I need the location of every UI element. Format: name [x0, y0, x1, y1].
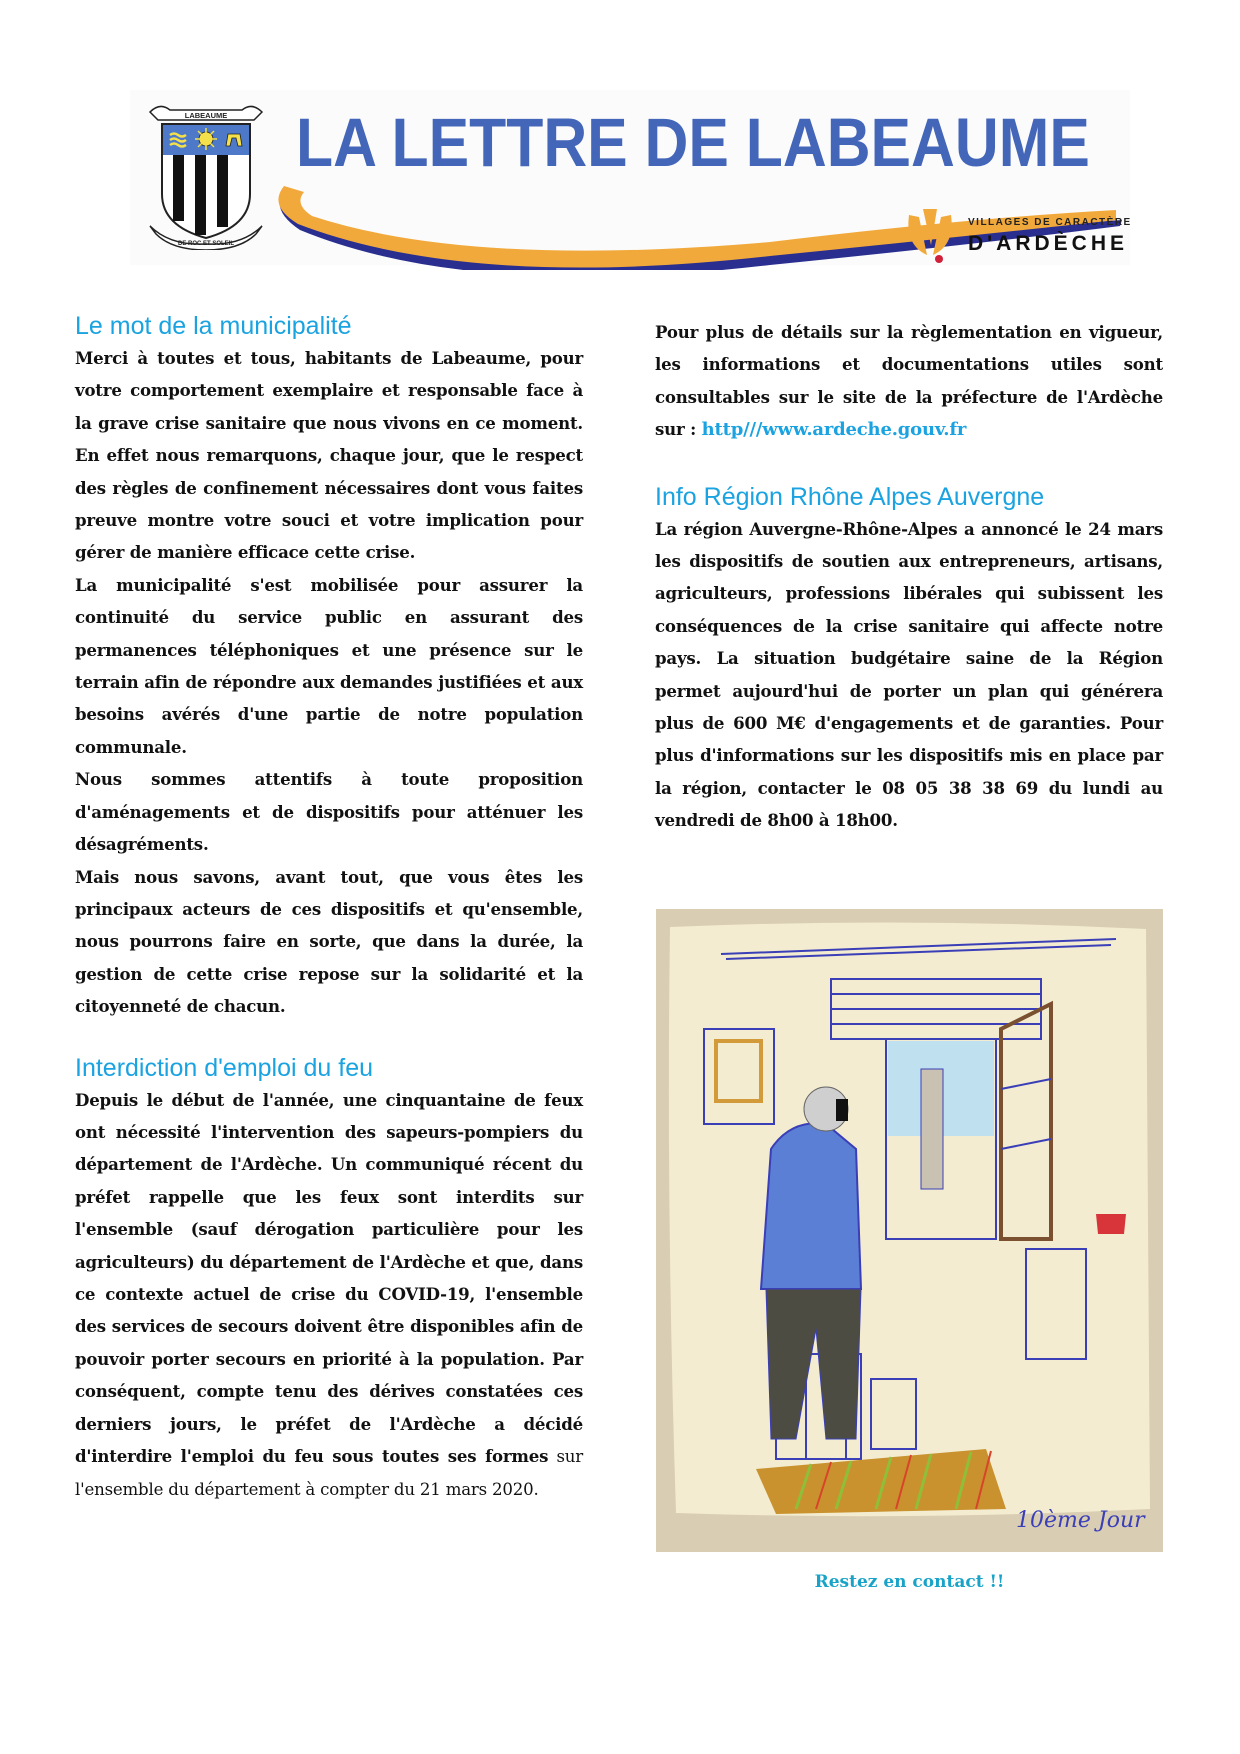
section-heading-feu: Interdiction d'emploi du feu [75, 1053, 374, 1082]
paragraph: Mais nous savons, avant tout, que vous êtes les principaux acteurs de ces dispositifs et qu'ensemble, nous pourrons faire en sorte, que dans la durée, la gestion de cette crise repose sur la solidarité et la citoyenneté de chacun. [75, 866, 583, 1017]
feu-emphasis: sous toutes ses formes [332, 1446, 549, 1466]
caption: Restez en contact !! [814, 1572, 1005, 1592]
villages-de-caractere-logo [905, 205, 955, 265]
details-text: Pour plus de détails sur la règlementation en vigueur, les informations et documentations utiles sont consultables sur le site de la préfecture de l'Ardèche sur : [655, 322, 1163, 440]
left-column [75, 310, 583, 1507]
paragraph-region: La région Auvergne-Rhône-Alpes a annoncé le 24 mars les dispositifs de soutien aux entrepreneurs, artisans, agriculteurs, professions libérales qui subissent les conséquences de la crise sanitaire qui affecte notre pays. La situation budgétaire saine de la Région permet aujourd'hui de porter un plan qui générera plus de 600 M€ d'engagements et de garanties. Pour plus d'informations sur les dispositifs mis en place par la région, contacter le 08 05 38 38 69 du lundi au vendredi de 8h00 à 18h00. [655, 518, 1163, 831]
partner-name-bottom: D'ARDÈCHE [968, 232, 1129, 255]
section-heading-region: Info Région Rhône Alpes Auvergne [655, 482, 1045, 511]
newsletter-title: LA LETTRE DE LABEAUME [296, 104, 1090, 181]
section-heading-municipalite: Le mot de la municipalité [75, 312, 352, 340]
spacer [655, 447, 1163, 481]
paragraph: Merci à toutes et tous, habitants de Labeaume, pour votre comportement exemplaire et responsable face à la grave crise sanitaire que nous vivons en ce moment. En effet nous remarquons, chaque jour, que le respect des règles de confinement nécessaires dont vous faites preuve montre votre souci et votre implication pour gérer de manière efficace cette crise. [75, 348, 583, 563]
feu-text-after: sur l'ensemble du département à compter du 21 mars 2020. [75, 1447, 583, 1500]
paragraph-feu [75, 1084, 583, 1507]
labeaume-crest-logo [140, 98, 272, 250]
paragraph-details [655, 316, 1163, 447]
sketch-illustration [656, 909, 1163, 1552]
sketch-signature: 10ème Jour [1016, 1508, 1145, 1533]
partner-name-top: VILLAGES DE CARACTÈRE [968, 217, 1132, 228]
right-column [655, 316, 1163, 837]
paragraph: Nous sommes attentifs à toute proposition d'aménagements et de dispositifs pour atténuer les désagréments. [75, 769, 583, 855]
paragraph: La municipalité s'est mobilisée pour assurer la continuité du service public en assurant des permanences téléphoniques et une présence sur le terrain afin de répondre aux demandes justifiées et aux besoins avérés d'une partie de notre population communale. [75, 574, 583, 757]
spacer [75, 1023, 583, 1052]
crest-motto-bottom: DE ROC ET SOLEIL [177, 241, 235, 247]
feu-text-before: Depuis le début de l'année, une cinquantaine de feux ont nécessité l'intervention des sapeurs-pompiers du département de l'Ardèche. Un communiqué récent du préfet rappelle que les feux sont interdits sur l'ensemble (sauf dérogation particulière pour les agriculteurs) du département de l'Ardèche et que, dans ce contexte actuel de crise du COVID-19, l'ensemble des services de secours doivent être disponibles afin de pouvoir porter secours en priorité à la population. Par conséquent, compte tenu des dérives constatées ces derniers jours, le préfet de l'Ardèche a décidé d'interdire l'emploi du feu [75, 1089, 583, 1466]
prefecture-link[interactable]: http///www.ardeche.gouv.fr [701, 419, 967, 441]
crest-motto-top: LABEAUME [184, 111, 228, 120]
